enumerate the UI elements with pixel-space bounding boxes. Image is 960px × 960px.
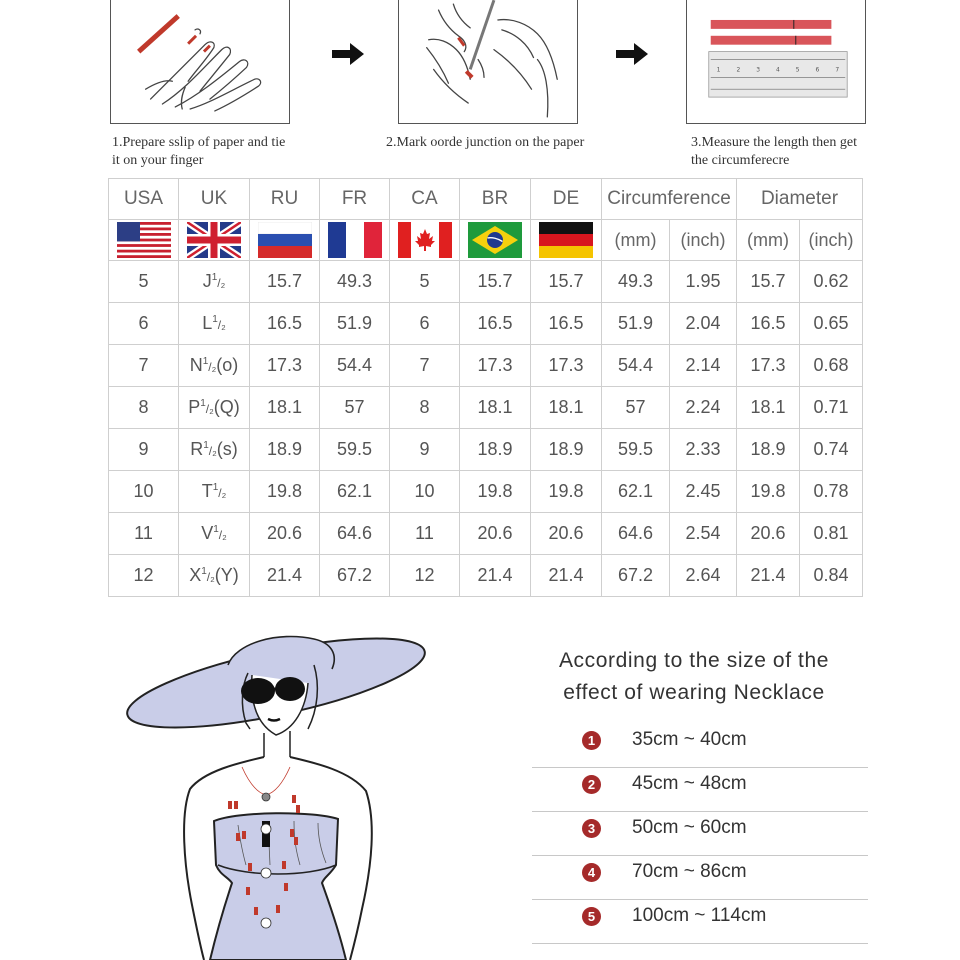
cell-br: 15.7 — [460, 261, 531, 303]
cell-circ-in: 2.45 — [670, 471, 737, 513]
cell-uk — [179, 471, 250, 513]
necklace-length-item — [532, 767, 868, 812]
necklace-length-label: 70cm ~ 86cm — [632, 861, 747, 882]
arrow-right-icon — [332, 43, 364, 65]
cell-de: 18.9 — [531, 429, 602, 471]
half-size-denominator: /₂ — [208, 444, 217, 458]
cell-ru: 20.6 — [250, 513, 320, 555]
cell-fr: 57 — [320, 387, 390, 429]
cell-br: 20.6 — [460, 513, 531, 555]
uk-size-letter: J — [202, 271, 212, 291]
uk-size-suffix: (s) — [216, 439, 238, 459]
cell-fr: 59.5 — [320, 429, 390, 471]
table-flag-row — [109, 220, 863, 261]
cell-ca: 10 — [390, 471, 460, 513]
cell-uk — [179, 555, 250, 597]
cell-dia-mm: 18.1 — [737, 387, 800, 429]
uk-size-letter: X — [189, 565, 202, 585]
cell-br: 18.9 — [460, 429, 531, 471]
hand-with-paper-strip-icon — [111, 0, 289, 123]
arrow-right-icon — [616, 43, 648, 65]
cell-ru: 15.7 — [250, 261, 320, 303]
cell-fr: 67.2 — [320, 555, 390, 597]
cell-de: 16.5 — [531, 303, 602, 345]
uk-size-suffix: (Q) — [213, 397, 240, 417]
brazil-flag-icon — [468, 222, 522, 258]
cell-usa: 7 — [109, 345, 179, 387]
cell-usa: 6 — [109, 303, 179, 345]
cell-ru: 18.1 — [250, 387, 320, 429]
header-diameter: Diameter — [737, 179, 863, 220]
paper-strips-with-ruler-icon — [687, 0, 865, 123]
cell-uk — [179, 345, 250, 387]
cell-usa: 9 — [109, 429, 179, 471]
cell-circ-mm: 67.2 — [602, 555, 670, 597]
svg-text:3: 3 — [756, 66, 761, 74]
cell-fr: 54.4 — [320, 345, 390, 387]
cell-de: 18.1 — [531, 387, 602, 429]
necklace-length-item — [532, 855, 868, 900]
cell-circ-mm: 64.6 — [602, 513, 670, 555]
svg-text:5: 5 — [795, 66, 800, 74]
half-size-numerator: 1 — [212, 482, 219, 493]
germany-flag-icon — [539, 222, 593, 258]
canada-flag-icon — [398, 222, 452, 258]
number-badge: 3 — [582, 819, 601, 838]
uk-size-letter: R — [190, 439, 204, 459]
cell-uk — [179, 429, 250, 471]
cell-dia-in: 0.74 — [800, 429, 863, 471]
cell-fr: 62.1 — [320, 471, 390, 513]
cell-br: 17.3 — [460, 345, 531, 387]
step-1-caption-line1: 1.Prepare sslip of paper and tie — [112, 135, 286, 150]
cell-de: 17.3 — [531, 345, 602, 387]
uk-size-letter: L — [202, 313, 213, 333]
cell-dia-mm: 17.3 — [737, 345, 800, 387]
uk-size-suffix: (o) — [216, 355, 239, 375]
cell-br: 19.8 — [460, 471, 531, 513]
svg-text:7: 7 — [835, 66, 840, 74]
cell-uk — [179, 303, 250, 345]
unit-diameter-mm: (mm) — [737, 220, 800, 261]
cell-circ-in: 2.64 — [670, 555, 737, 597]
flag-cell-ru — [250, 220, 320, 261]
unit-diameter-inch: (inch) — [800, 220, 863, 261]
cell-dia-mm: 16.5 — [737, 303, 800, 345]
cell-usa: 12 — [109, 555, 179, 597]
usa-flag-icon — [117, 222, 171, 258]
half-size-denominator: /₂ — [217, 276, 226, 290]
flag-cell-usa — [109, 220, 179, 261]
half-size-numerator: 1 — [202, 356, 209, 367]
flag-cell-uk — [179, 220, 250, 261]
half-size-denominator: /₂ — [205, 402, 214, 416]
necklace-title — [516, 645, 872, 709]
cell-uk — [179, 261, 250, 303]
table-row — [109, 555, 863, 597]
unit-circumference-inch: (inch) — [670, 220, 737, 261]
necklace-length-label: 45cm ~ 48cm — [632, 773, 747, 794]
necklace-length-item — [532, 899, 868, 944]
cell-usa: 11 — [109, 513, 179, 555]
necklace-length-item — [532, 811, 868, 856]
cell-dia-mm: 19.8 — [737, 471, 800, 513]
number-badge: 4 — [582, 863, 601, 882]
cell-circ-in: 2.04 — [670, 303, 737, 345]
cell-ru: 21.4 — [250, 555, 320, 597]
table-row — [109, 429, 863, 471]
header-fr: FR — [320, 179, 390, 220]
step-1-caption-line2: it on your finger — [112, 153, 204, 168]
cell-dia-mm: 18.9 — [737, 429, 800, 471]
cell-fr: 49.3 — [320, 261, 390, 303]
france-flag-icon — [328, 222, 382, 258]
cell-ca: 6 — [390, 303, 460, 345]
cell-dia-mm: 15.7 — [737, 261, 800, 303]
cell-ca: 5 — [390, 261, 460, 303]
header-ru: RU — [250, 179, 320, 220]
half-size-denominator: /₂ — [218, 528, 227, 542]
cell-circ-mm: 54.4 — [602, 345, 670, 387]
table-row — [109, 513, 863, 555]
necklace-length-item — [532, 723, 868, 768]
svg-text:6: 6 — [815, 66, 820, 74]
cell-ca: 11 — [390, 513, 460, 555]
uk-size-suffix: (Y) — [214, 565, 239, 585]
table-row — [109, 303, 863, 345]
svg-text:4: 4 — [776, 66, 780, 74]
cell-ca: 8 — [390, 387, 460, 429]
uk-flag-icon — [187, 222, 241, 258]
cell-circ-mm: 57 — [602, 387, 670, 429]
ring-size-table — [108, 178, 863, 597]
necklace-title-line1: According to the size of the — [558, 649, 830, 672]
step-2-caption — [386, 134, 606, 152]
cell-br: 18.1 — [460, 387, 531, 429]
table-header-row — [109, 179, 863, 220]
cell-circ-mm: 59.5 — [602, 429, 670, 471]
cell-ru: 19.8 — [250, 471, 320, 513]
cell-ru: 17.3 — [250, 345, 320, 387]
half-size-numerator: 1 — [212, 314, 218, 325]
necklace-length-label: 100cm ~ 114cm — [632, 905, 767, 926]
step-1-caption — [112, 134, 312, 170]
number-badge: 5 — [582, 907, 601, 926]
half-size-denominator: /₂ — [217, 318, 226, 332]
uk-size-letter: P — [188, 397, 201, 417]
cell-fr: 64.6 — [320, 513, 390, 555]
cell-ru: 16.5 — [250, 303, 320, 345]
cell-de: 21.4 — [531, 555, 602, 597]
cell-circ-in: 2.14 — [670, 345, 737, 387]
cell-usa: 8 — [109, 387, 179, 429]
half-size-denominator: /₂ — [218, 486, 227, 500]
cell-dia-in: 0.65 — [800, 303, 863, 345]
woman-wearing-necklace-icon — [118, 625, 438, 960]
cell-circ-in: 2.24 — [670, 387, 737, 429]
step-2-illustration — [398, 0, 578, 124]
cell-usa: 5 — [109, 261, 179, 303]
necklace-title-line2: effect of wearing Necklace — [563, 681, 825, 704]
cell-dia-in: 0.71 — [800, 387, 863, 429]
step-3-illustration — [686, 0, 866, 124]
unit-circumference-mm: (mm) — [602, 220, 670, 261]
table-row — [109, 345, 863, 387]
cell-br: 21.4 — [460, 555, 531, 597]
necklace-length-label: 35cm ~ 40cm — [632, 729, 747, 750]
hands-marking-pen-icon — [399, 0, 577, 123]
table-row — [109, 261, 863, 303]
half-size-denominator: /₂ — [208, 360, 217, 374]
cell-br: 16.5 — [460, 303, 531, 345]
uk-size-letter: V — [201, 523, 214, 543]
cell-usa: 10 — [109, 471, 179, 513]
table-body — [109, 261, 863, 597]
cell-de: 15.7 — [531, 261, 602, 303]
half-size-numerator: 1 — [200, 398, 206, 409]
step-3-caption-line1: 3.Measure the length then get — [691, 135, 858, 150]
header-de: DE — [531, 179, 602, 220]
cell-ca: 9 — [390, 429, 460, 471]
header-usa: USA — [109, 179, 179, 220]
uk-size-letter: T — [201, 481, 213, 501]
half-size-numerator: 1 — [213, 524, 219, 535]
svg-text:2: 2 — [736, 66, 741, 74]
cell-dia-in: 0.68 — [800, 345, 863, 387]
flag-cell-ca — [390, 220, 460, 261]
uk-size-letter: N — [189, 355, 203, 375]
step-3-caption — [691, 134, 891, 170]
number-badge: 2 — [582, 775, 601, 794]
table-row — [109, 471, 863, 513]
cell-dia-in: 0.84 — [800, 555, 863, 597]
woman-necklace-illustration — [118, 625, 438, 960]
cell-circ-mm: 62.1 — [602, 471, 670, 513]
half-size-denominator: /₂ — [206, 570, 215, 584]
half-size-numerator: 1 — [211, 272, 218, 283]
half-size-numerator: 1 — [201, 566, 207, 577]
table-row — [109, 387, 863, 429]
number-badge: 1 — [582, 731, 601, 750]
russia-flag-icon — [258, 222, 312, 258]
cell-circ-mm: 51.9 — [602, 303, 670, 345]
cell-dia-in: 0.78 — [800, 471, 863, 513]
cell-de: 19.8 — [531, 471, 602, 513]
cell-dia-mm: 21.4 — [737, 555, 800, 597]
half-size-numerator: 1 — [203, 440, 209, 451]
step-1-illustration — [110, 0, 290, 124]
cell-fr: 51.9 — [320, 303, 390, 345]
cell-ca: 12 — [390, 555, 460, 597]
cell-dia-mm: 20.6 — [737, 513, 800, 555]
necklace-length-label: 50cm ~ 60cm — [632, 817, 747, 838]
header-circumference: Circumference — [602, 179, 737, 220]
cell-ca: 7 — [390, 345, 460, 387]
cell-circ-in: 2.54 — [670, 513, 737, 555]
header-br: BR — [460, 179, 531, 220]
cell-dia-in: 0.62 — [800, 261, 863, 303]
cell-de: 20.6 — [531, 513, 602, 555]
cell-uk — [179, 513, 250, 555]
cell-uk — [179, 387, 250, 429]
cell-circ-in: 1.95 — [670, 261, 737, 303]
cell-circ-mm: 49.3 — [602, 261, 670, 303]
svg-text:1: 1 — [716, 66, 721, 74]
flag-cell-br — [460, 220, 531, 261]
cell-ru: 18.9 — [250, 429, 320, 471]
flag-cell-fr — [320, 220, 390, 261]
step-2-caption-line1: 2.Mark oorde junction on the paper — [386, 135, 585, 150]
header-uk: UK — [179, 179, 250, 220]
step-3-caption-line2: the circumferecre — [691, 153, 790, 168]
header-ca: CA — [390, 179, 460, 220]
cell-dia-in: 0.81 — [800, 513, 863, 555]
cell-circ-in: 2.33 — [670, 429, 737, 471]
flag-cell-de — [531, 220, 602, 261]
